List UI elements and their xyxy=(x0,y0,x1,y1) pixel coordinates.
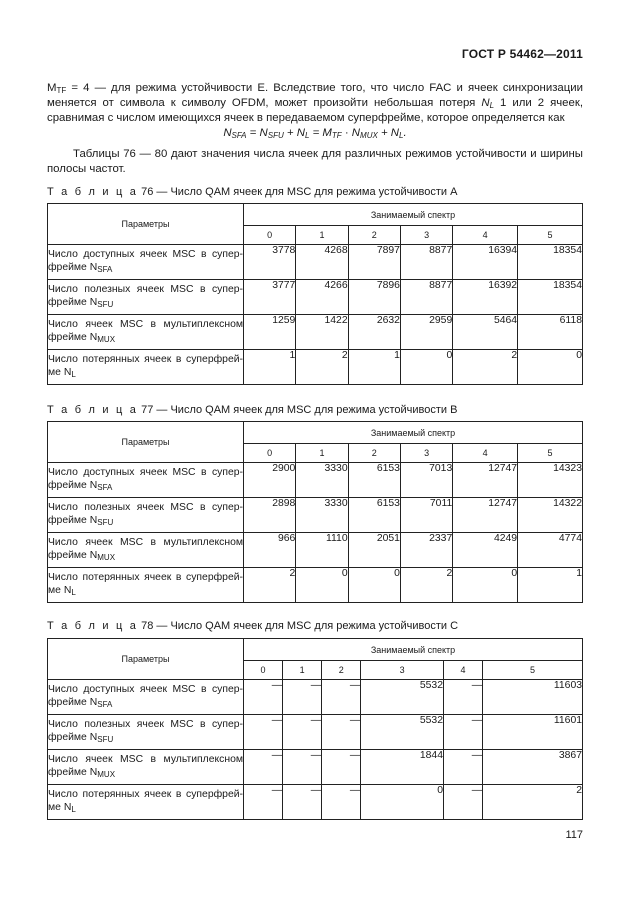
table-cell: 2 xyxy=(453,350,518,385)
table-cell: 3330 xyxy=(296,498,348,533)
column-header: 2 xyxy=(348,444,400,463)
intro-paragraph: $M_{TF} = 4$ — для режима устойчивости E. Вследствие того, что число FAC и ячеек синхронизации меняется от символа к символу OFDM, может произойти небольшая потеря $N_L$ 1 или 2 ячеек, сравнимая с числом имеющихся ячеек в передаваемом суперфрейме, которое определяется как xyxy=(47,82,583,124)
table-cell: — xyxy=(244,715,283,750)
table-caption xyxy=(47,620,458,632)
table-cell: — xyxy=(283,715,322,750)
table-cell: 6118 xyxy=(518,315,583,350)
table-cell: 966 xyxy=(244,533,296,568)
table-cell: — xyxy=(444,785,483,820)
table-cell: — xyxy=(322,750,361,785)
table-cell: — xyxy=(244,750,283,785)
table-row xyxy=(48,350,583,385)
table-cell: 5532 xyxy=(361,680,444,715)
table-cell: — xyxy=(444,715,483,750)
table-cell: 1422 xyxy=(296,315,348,350)
table-cell: — xyxy=(322,680,361,715)
table-row xyxy=(48,680,583,715)
table-cell: 2 xyxy=(296,350,348,385)
table-row xyxy=(48,315,583,350)
table-cell: 5532 xyxy=(361,715,444,750)
table-cell: — xyxy=(444,680,483,715)
column-header: 1 xyxy=(296,444,348,463)
column-header: 2 xyxy=(348,226,400,245)
table-cell: 8877 xyxy=(400,245,452,280)
table-cell: 2900 xyxy=(244,463,296,498)
table-cell: 3777 xyxy=(244,280,296,315)
table-cell: 7897 xyxy=(348,245,400,280)
table-cell: 0 xyxy=(296,568,348,603)
row-label: Число ячеек MSC в мультиплексном фрейме $N_{MUX}$ xyxy=(48,750,244,785)
table-cell: 6153 xyxy=(348,498,400,533)
table-cell: 0 xyxy=(518,350,583,385)
cells-table xyxy=(47,421,583,603)
column-header: 3 xyxy=(400,444,452,463)
table-cell: 16394 xyxy=(453,245,518,280)
table-cell: — xyxy=(283,785,322,820)
row-label: Число доступных ячеек MSC в супер-фрейме $N_{SFA}$ xyxy=(48,245,244,280)
page-number: 117 xyxy=(565,829,583,841)
table-cell: 0 xyxy=(348,568,400,603)
cells-formula: $N_{SFA} = N_{SFU} + N_L = M_{TF} \cdot N_{MUX} + N_L$. xyxy=(223,127,407,140)
row-label: Число полезных ячеек MSC в супер-фрейме $N_{SFU}$ xyxy=(48,280,244,315)
table-cell: 7896 xyxy=(348,280,400,315)
row-label: Число ячеек MSC в мультиплексном фрейме $N_{MUX}$ xyxy=(48,533,244,568)
column-header: 4 xyxy=(453,444,518,463)
cells-table xyxy=(47,203,583,385)
table-row xyxy=(48,463,583,498)
table-caption xyxy=(47,404,457,416)
table-caption-prefix: Т а б л и ц а xyxy=(47,404,139,416)
column-header: 4 xyxy=(453,226,518,245)
spectrum-header: Занимаемый спектр xyxy=(244,204,583,226)
table-row xyxy=(48,568,583,603)
table-cell: 16392 xyxy=(453,280,518,315)
table-cell: — xyxy=(283,750,322,785)
table-cell: 0 xyxy=(400,350,452,385)
table-cell: 2337 xyxy=(400,533,452,568)
table-cell: 6153 xyxy=(348,463,400,498)
table-cell: 4774 xyxy=(518,533,583,568)
row-label: Число ячеек MSC в мультиплексном фрейме $N_{MUX}$ xyxy=(48,315,244,350)
spectrum-header: Занимаемый спектр xyxy=(244,422,583,444)
table-row xyxy=(48,498,583,533)
row-label: Число полезных ячеек MSC в супер-фрейме $N_{SFU}$ xyxy=(48,498,244,533)
table-cell: 12747 xyxy=(453,498,518,533)
table-cell: 11603 xyxy=(483,680,583,715)
column-header: 3 xyxy=(361,661,444,680)
row-label: Число полезных ячеек MSC в супер-фрейме $N_{SFU}$ xyxy=(48,715,244,750)
table-cell: 12747 xyxy=(453,463,518,498)
spectrum-header: Занимаемый спектр xyxy=(244,639,583,661)
table-cell: 2632 xyxy=(348,315,400,350)
table-cell: 2 xyxy=(244,568,296,603)
table-caption-text: 77 — Число QAM ячеек для MSC для режима устойчивости В xyxy=(141,404,458,416)
params-header: Параметры xyxy=(48,639,244,680)
table-cell: 0 xyxy=(361,785,444,820)
column-header: 3 xyxy=(400,226,452,245)
column-header: 5 xyxy=(518,444,583,463)
table-cell: 11601 xyxy=(483,715,583,750)
table-cell: 7011 xyxy=(400,498,452,533)
table-cell: 18354 xyxy=(518,245,583,280)
table-cell: 7013 xyxy=(400,463,452,498)
table-row xyxy=(48,280,583,315)
table-row xyxy=(48,750,583,785)
tables-reference-paragraph: Таблицы 76 — 80 дают значения числа ячеек для различных режимов устойчивости и ширины полосы частот. xyxy=(47,148,583,175)
column-header: 0 xyxy=(244,226,296,245)
column-header: 1 xyxy=(283,661,322,680)
table-caption-text: 76 — Число QAM ячеек для MSC для режима устойчивости А xyxy=(141,186,458,198)
table-cell: 18354 xyxy=(518,280,583,315)
column-header: 1 xyxy=(296,226,348,245)
row-label: Число потерянных ячеек в суперфрей-ме $N_L$ xyxy=(48,785,244,820)
table-cell: 2 xyxy=(400,568,452,603)
table-cell: 4249 xyxy=(453,533,518,568)
table-cell: — xyxy=(244,785,283,820)
table-cell: — xyxy=(322,715,361,750)
table-cell: 2051 xyxy=(348,533,400,568)
table-cell: 4266 xyxy=(296,280,348,315)
table-cell: 3330 xyxy=(296,463,348,498)
column-header: 5 xyxy=(518,226,583,245)
table-row xyxy=(48,785,583,820)
column-header: 5 xyxy=(483,661,583,680)
column-header: 0 xyxy=(244,444,296,463)
table-row xyxy=(48,715,583,750)
table-cell: 5464 xyxy=(453,315,518,350)
column-header: 4 xyxy=(444,661,483,680)
table-cell: — xyxy=(322,785,361,820)
table-cell: 4268 xyxy=(296,245,348,280)
table-cell: 1 xyxy=(244,350,296,385)
document-header: ГОСТ Р 54462—2011 xyxy=(461,47,583,61)
params-header: Параметры xyxy=(48,204,244,245)
table-cell: 1 xyxy=(518,568,583,603)
row-label: Число потерянных ячеек в суперфрей-ме $N_L$ xyxy=(48,568,244,603)
table-cell: 14322 xyxy=(518,498,583,533)
table-cell: 3778 xyxy=(244,245,296,280)
table-cell: 3867 xyxy=(483,750,583,785)
table-caption xyxy=(47,186,457,198)
table-caption-prefix: Т а б л и ц а xyxy=(47,186,139,198)
table-cell: 1844 xyxy=(361,750,444,785)
table-cell: — xyxy=(444,750,483,785)
table-cell: 14323 xyxy=(518,463,583,498)
row-label: Число потерянных ячеек в суперфрей-ме $N_L$ xyxy=(48,350,244,385)
column-header: 2 xyxy=(322,661,361,680)
table-cell: — xyxy=(244,680,283,715)
table-cell: 2898 xyxy=(244,498,296,533)
row-label: Число доступных ячеек MSC в супер-фрейме $N_{SFA}$ xyxy=(48,463,244,498)
table-cell: 1 xyxy=(348,350,400,385)
column-header: 0 xyxy=(244,661,283,680)
table-cell: 2 xyxy=(483,785,583,820)
table-cell: 1259 xyxy=(244,315,296,350)
row-label: Число доступных ячеек MSC в супер-фрейме $N_{SFA}$ xyxy=(48,680,244,715)
table-row xyxy=(48,245,583,280)
table-cell: 1110 xyxy=(296,533,348,568)
table-caption-text: 78 — Число QAM ячеек для MSC для режима устойчивости С xyxy=(141,620,459,632)
params-header: Параметры xyxy=(48,422,244,463)
table-cell: 0 xyxy=(453,568,518,603)
table-cell: — xyxy=(283,680,322,715)
table-cell: 2959 xyxy=(400,315,452,350)
table-row xyxy=(48,533,583,568)
cells-table xyxy=(47,638,583,820)
table-caption-prefix: Т а б л и ц а xyxy=(47,620,139,632)
table-cell: 8877 xyxy=(400,280,452,315)
